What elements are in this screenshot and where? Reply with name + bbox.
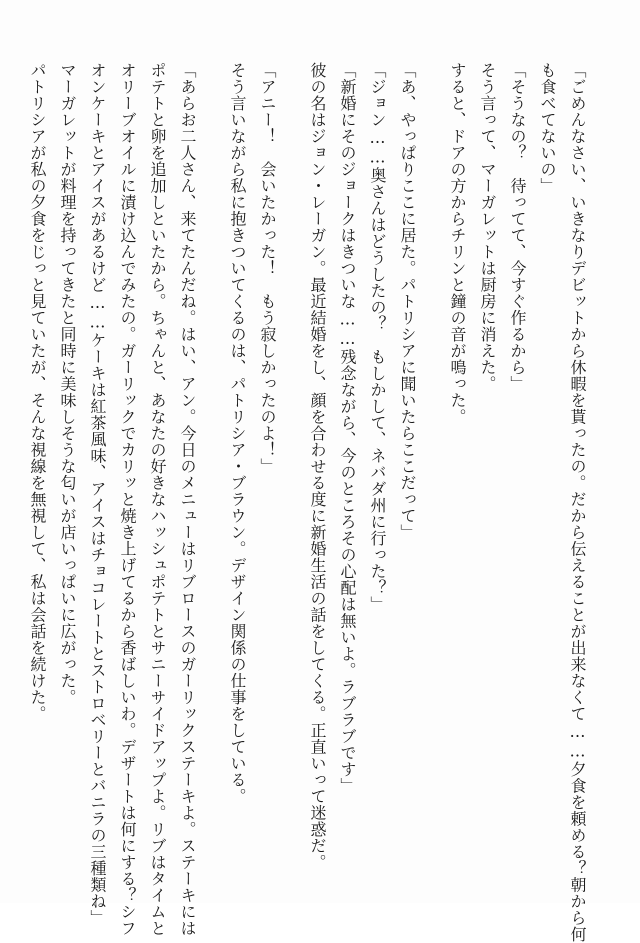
text-line: ポテトと卵を追加しといたから。ちゃんと、あなたの好きなハッシュポテトとサニーサイドアップよ。リブはタイムと (148, 62, 167, 937)
text-line: も食べてないの」 (538, 62, 557, 194)
text-line: パトリシアが私の夕食をじっと見ていたが、そんな視線を無視して、私は会話を続けた。 (28, 62, 47, 722)
paragraph-gap (202, 62, 222, 842)
text-line: 「あらお二人さん、来てたんだね。はい、アン。今日のメニューはリブロースのガーリックステーキよ。ステーキには (178, 62, 197, 937)
vertical-text-body (22, 62, 592, 943)
text-line: 「アニー！ 会いたかった！ もう寂しかったのよ！」 (258, 62, 277, 475)
text-line: 「新婚にそのジョークはきついな……残念ながら、今のところその心配は無いよ。ラブラブです」 (338, 62, 357, 794)
text-line: 彼の名はジョン・レーガン。最近結婚をし、顔を合わせる度に新婚生活の話をしてくる。正直いって迷惑だ。 (308, 62, 327, 871)
text-line: 「あ、やっぱりここに居た。パトリシアに聞いたらここだって」 (398, 62, 417, 541)
text-line: 「そうなの？ 待ってて、今すぐ作るから」 (508, 62, 527, 392)
text-line: オリーブオイルに漬け込んでみたの。ガーリックでカリッと焼き上げてるから香ばしいわ。デザートは何にする？シフ (118, 62, 137, 937)
paragraph-gap (422, 62, 442, 842)
text-line: 「ジョン……奥さんはどうしたの？ もしかして、ネバダ州に行った？」 (368, 62, 387, 613)
paragraph-gap (282, 62, 302, 842)
text-line: すると、ドアの方からチリンと鐘の音が鳴った。 (448, 62, 467, 425)
text-line: そう言って、マーガレットは厨房に消えた。 (478, 62, 497, 392)
text-line: マーガレットが料理を持ってきたと同時に美味しそうな匂いが店いっぱいに広がった。 (58, 62, 77, 706)
text-line: 「ごめんなさい、いきなりデビットから休暇を貰ったの。だから伝えることが出来なくて……夕食を頼める？朝から何 (568, 62, 587, 943)
text-line: そう言いながら私に抱きついてくるのは、パトリシア・ブラウン。デザイン関係の仕事をしている。 (228, 62, 247, 805)
text-line: オンケーキとアイスがあるけど……ケーキは紅茶風味、アイスはチョコレートとストロベリーとバニラの三種類ね」 (88, 62, 107, 926)
